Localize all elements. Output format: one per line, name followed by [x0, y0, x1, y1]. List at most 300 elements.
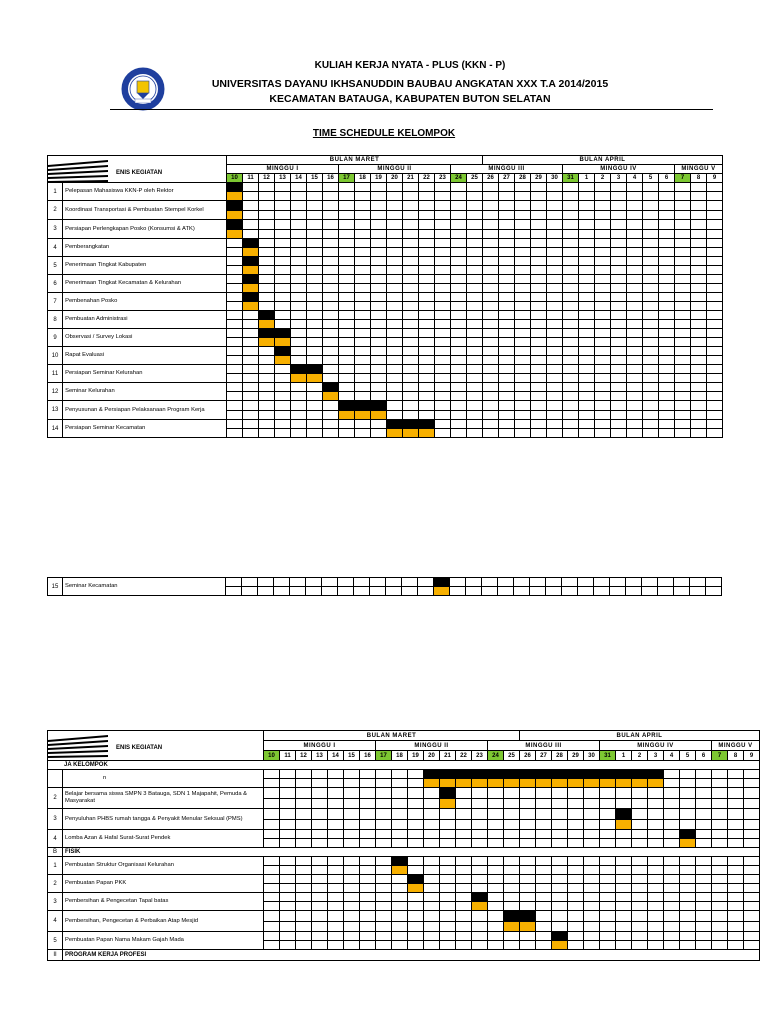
schedule-cell: [371, 302, 387, 311]
schedule-cell: [275, 392, 291, 401]
schedule-cell: [707, 284, 723, 293]
schedule-cell: [568, 902, 584, 911]
schedule-cell: [419, 192, 435, 201]
schedule-cell: [264, 922, 280, 932]
schedule-cell: [312, 893, 328, 902]
schedule-cell: [408, 893, 424, 902]
schedule-cell: [280, 830, 296, 839]
schedule-cell: [376, 799, 392, 809]
schedule-cell: [563, 383, 579, 392]
schedule-cell: [296, 941, 312, 950]
day-header: 1: [579, 174, 595, 183]
schedule-cell: [562, 578, 578, 587]
schedule-cell: [403, 293, 419, 302]
schedule-cell: [707, 401, 723, 411]
day-header: 12: [259, 174, 275, 183]
schedule-cell: [547, 365, 563, 374]
schedule-cell: [552, 902, 568, 911]
day-header: 10: [227, 174, 243, 183]
schedule-cell: [355, 383, 371, 392]
schedule-cell: [371, 383, 387, 392]
schedule-cell: [339, 411, 355, 420]
schedule-cell: [440, 875, 456, 884]
schedule-cell: [690, 578, 706, 587]
schedule-cell: [547, 192, 563, 201]
schedule-cell: [675, 356, 691, 365]
schedule-cell: [552, 799, 568, 809]
schedule-cell: [627, 329, 643, 338]
schedule-cell: [483, 266, 499, 275]
schedule-cell: [499, 401, 515, 411]
day-header: 13: [275, 174, 291, 183]
schedule-cell: [552, 884, 568, 893]
schedule-cell: [472, 830, 488, 839]
schedule-cell: [707, 302, 723, 311]
schedule-cell: [632, 884, 648, 893]
day-header: 3: [611, 174, 627, 183]
week-header: MINGGU III: [451, 165, 563, 174]
schedule-cell: [264, 770, 280, 779]
schedule-cell: [595, 338, 611, 347]
schedule-cell: [552, 830, 568, 839]
schedule-cell: [440, 830, 456, 839]
schedule-cell: [344, 799, 360, 809]
schedule-cell: [323, 293, 339, 302]
schedule-cell: [355, 401, 371, 411]
week-header: MINGGU V: [675, 165, 723, 174]
schedule-cell: [643, 201, 659, 211]
schedule-cell: [440, 799, 456, 809]
schedule-cell: [664, 830, 680, 839]
day-header: 31: [563, 174, 579, 183]
schedule-cell: [675, 183, 691, 192]
schedule-cell: [595, 266, 611, 275]
schedule-cell: [274, 578, 290, 587]
schedule-cell: [648, 809, 664, 820]
schedule-cell: [419, 383, 435, 392]
schedule-cell: [552, 922, 568, 932]
schedule-cell: [387, 329, 403, 338]
schedule-cell: [520, 941, 536, 950]
schedule-cell: [579, 230, 595, 239]
schedule-cell: [258, 587, 274, 596]
schedule-cell: [296, 884, 312, 893]
schedule-cell: [307, 392, 323, 401]
schedule-cell: [328, 932, 344, 941]
schedule-cell: [664, 866, 680, 875]
schedule-cell: [547, 329, 563, 338]
schedule-cell: [360, 779, 376, 788]
schedule-cell: [547, 338, 563, 347]
schedule-cell: [536, 820, 552, 830]
schedule-cell: [344, 932, 360, 941]
schedule-cell: [536, 941, 552, 950]
schedule-cell: [504, 902, 520, 911]
schedule-cell: [659, 302, 675, 311]
schedule-cell: [403, 429, 419, 438]
schedule-cell: [611, 383, 627, 392]
week-header: MINGGU I: [227, 165, 339, 174]
activity-name: Koordinasi Transportasi & Pembuatan Stempel Korkel: [63, 201, 227, 220]
schedule-cell: [307, 239, 323, 248]
schedule-cell: [376, 884, 392, 893]
schedule-cell: [408, 884, 424, 893]
schedule-cell: [648, 820, 664, 830]
schedule-cell: [627, 429, 643, 438]
schedule-cell: [296, 902, 312, 911]
schedule-cell: [712, 932, 728, 941]
schedule-cell: [595, 365, 611, 374]
schedule-cell: [536, 922, 552, 932]
schedule-cell: [435, 284, 451, 293]
day-header: 17: [339, 174, 355, 183]
schedule-cell: [680, 788, 696, 799]
schedule-cell: [611, 392, 627, 401]
schedule-cell: [584, 932, 600, 941]
schedule-cell: [472, 770, 488, 779]
schedule-cell: [243, 230, 259, 239]
schedule-cell: [616, 866, 632, 875]
schedule-cell: [552, 866, 568, 875]
schedule-cell: [563, 201, 579, 211]
schedule-cell: [504, 875, 520, 884]
schedule-cell: [312, 866, 328, 875]
schedule-cell: [563, 275, 579, 284]
schedule-cell: [435, 275, 451, 284]
schedule-cell: [499, 429, 515, 438]
schedule-cell: [626, 578, 642, 587]
schedule-cell: [467, 220, 483, 230]
schedule-cell: [467, 211, 483, 220]
schedule-cell: [440, 884, 456, 893]
schedule-cell: [387, 420, 403, 429]
schedule-cell: [456, 893, 472, 902]
schedule-cell: [568, 941, 584, 950]
schedule-cell: [504, 911, 520, 922]
schedule-cell: [611, 220, 627, 230]
schedule-table: [47, 155, 723, 438]
schedule-cell: [563, 239, 579, 248]
schedule-cell: [371, 211, 387, 220]
schedule-cell: [504, 809, 520, 820]
schedule-cell: [392, 911, 408, 922]
schedule-cell: [307, 230, 323, 239]
schedule-cell: [675, 266, 691, 275]
schedule-cell: [547, 411, 563, 420]
schedule-cell: [584, 941, 600, 950]
schedule-cell: [658, 578, 674, 587]
schedule-cell: [387, 392, 403, 401]
schedule-cell: [728, 820, 744, 830]
schedule-cell: [440, 779, 456, 788]
schedule-cell: [536, 809, 552, 820]
schedule-cell: [344, 902, 360, 911]
schedule-cell: [531, 257, 547, 266]
schedule-cell: [323, 220, 339, 230]
schedule-cell: [280, 893, 296, 902]
schedule-cell: [227, 338, 243, 347]
schedule-cell: [659, 429, 675, 438]
schedule-cell: [563, 220, 579, 230]
schedule-cell: [536, 839, 552, 848]
schedule-cell: [712, 941, 728, 950]
schedule-cell: [584, 809, 600, 820]
schedule-cell: [467, 192, 483, 201]
schedule-cell: [296, 770, 312, 779]
schedule-cell: [467, 338, 483, 347]
activity-name: Penerimaan Tingkat Kabupaten: [63, 257, 227, 275]
schedule-cell: [387, 248, 403, 257]
schedule-cell: [611, 275, 627, 284]
schedule-cell: [483, 257, 499, 266]
schedule-cell: [307, 192, 323, 201]
schedule-cell: [408, 788, 424, 799]
schedule-cell: [659, 257, 675, 266]
schedule-cell: [472, 799, 488, 809]
schedule-cell: [696, 893, 712, 902]
schedule-cell: [467, 411, 483, 420]
activity-number: 4: [48, 830, 63, 848]
schedule-cell: [643, 420, 659, 429]
schedule-cell: [696, 799, 712, 809]
schedule-cell: [515, 183, 531, 192]
schedule-cell: [611, 338, 627, 347]
schedule-cell: [664, 893, 680, 902]
schedule-cell: [504, 779, 520, 788]
schedule-cell: [264, 875, 280, 884]
schedule-cell: [643, 401, 659, 411]
schedule-cell: [659, 311, 675, 320]
schedule-cell: [547, 266, 563, 275]
schedule-cell: [387, 201, 403, 211]
schedule-cell: [371, 284, 387, 293]
schedule-cell: [227, 220, 243, 230]
schedule-cell: [339, 302, 355, 311]
schedule-cell: [488, 932, 504, 941]
schedule-cell: [579, 356, 595, 365]
schedule-cell: [467, 248, 483, 257]
activity-name: Persiapan Seminar Kelurahan: [63, 365, 227, 383]
schedule-cell: [563, 248, 579, 257]
schedule-cell: [515, 257, 531, 266]
schedule-cell: [744, 770, 760, 779]
schedule-cell: [419, 230, 435, 239]
schedule-cell: [552, 875, 568, 884]
schedule-cell: [579, 411, 595, 420]
schedule-cell: [440, 902, 456, 911]
schedule-cell: [632, 788, 648, 799]
schedule-cell: [259, 401, 275, 411]
day-header: 2: [595, 174, 611, 183]
schedule-cell: [520, 788, 536, 799]
schedule-cell: [498, 578, 514, 587]
schedule-cell: [627, 356, 643, 365]
schedule-cell: [744, 788, 760, 799]
schedule-cell: [499, 338, 515, 347]
schedule-cell: [664, 911, 680, 922]
schedule-cell: [387, 257, 403, 266]
schedule-cell: [515, 320, 531, 329]
schedule-cell: [227, 329, 243, 338]
schedule-cell: [403, 392, 419, 401]
day-header: 6: [659, 174, 675, 183]
schedule-cell: [531, 420, 547, 429]
schedule-cell: [547, 392, 563, 401]
schedule-cell: [664, 857, 680, 866]
month-march-header: BULAN MARET: [227, 156, 483, 165]
schedule-cell: [435, 183, 451, 192]
schedule-cell: [616, 839, 632, 848]
schedule-cell: [531, 320, 547, 329]
schedule-cell: [227, 356, 243, 365]
schedule-cell: [611, 302, 627, 311]
schedule-cell: [515, 248, 531, 257]
schedule-cell: [600, 922, 616, 932]
schedule-cell: [499, 420, 515, 429]
schedule-cell: [466, 578, 482, 587]
schedule-cell: [728, 866, 744, 875]
schedule-cell: [472, 839, 488, 848]
schedule-cell: [403, 239, 419, 248]
schedule-cell: [424, 922, 440, 932]
schedule-cell: [227, 201, 243, 211]
schedule-cell: [584, 820, 600, 830]
schedule-cell: [387, 192, 403, 201]
schedule-cell: [419, 411, 435, 420]
schedule-cell: [498, 587, 514, 596]
schedule-cell: [584, 893, 600, 902]
schedule-cell: [243, 284, 259, 293]
schedule-cell: [418, 578, 434, 587]
activity-name: Penyuluhan PHBS rumah tangga & Penyakit Menular Seksual (PMS): [63, 809, 264, 830]
schedule-cell: [243, 401, 259, 411]
day-header: 10: [264, 751, 280, 761]
schedule-cell: [691, 365, 707, 374]
schedule-cell: [483, 338, 499, 347]
schedule-cell: [691, 347, 707, 356]
schedule-cell: [546, 578, 562, 587]
schedule-cell: [280, 911, 296, 922]
schedule-cell: [579, 392, 595, 401]
schedule-cell: [376, 902, 392, 911]
schedule-cell: [515, 365, 531, 374]
schedule-cell: [360, 799, 376, 809]
schedule-cell: [328, 884, 344, 893]
schedule-cell: [403, 266, 419, 275]
schedule-cell: [707, 311, 723, 320]
schedule-cell: [563, 429, 579, 438]
schedule-cell: [467, 429, 483, 438]
schedule-cell: [403, 230, 419, 239]
schedule-cell: [291, 257, 307, 266]
schedule-cell: [680, 799, 696, 809]
schedule-cell: [360, 884, 376, 893]
schedule-cell: [563, 320, 579, 329]
schedule-cell: [227, 302, 243, 311]
schedule-cell: [594, 578, 610, 587]
schedule-cell: [419, 220, 435, 230]
schedule-cell: [339, 230, 355, 239]
schedule-cell: [259, 239, 275, 248]
schedule-cell: [531, 365, 547, 374]
activity-number: 5: [48, 932, 63, 950]
schedule-cell: [339, 266, 355, 275]
schedule-cell: [355, 192, 371, 201]
schedule-cell: [275, 266, 291, 275]
schedule-cell: [568, 875, 584, 884]
schedule-cell: [264, 839, 280, 848]
schedule-cell: [595, 347, 611, 356]
schedule-cell: [563, 311, 579, 320]
schedule-cell: [434, 587, 450, 596]
schedule-cell: [616, 875, 632, 884]
schedule-cell: [419, 275, 435, 284]
schedule-cell: [435, 420, 451, 429]
schedule-cell: [472, 941, 488, 950]
schedule-cell: [403, 383, 419, 392]
schedule-cell: [547, 374, 563, 383]
schedule-cell: [691, 302, 707, 311]
schedule-cell: [531, 401, 547, 411]
schedule-cell: [355, 347, 371, 356]
schedule-cell: [290, 587, 306, 596]
schedule-cell: [355, 302, 371, 311]
schedule-cell: [467, 329, 483, 338]
schedule-cell: [243, 347, 259, 356]
schedule-cell: [306, 587, 322, 596]
schedule-cell: [648, 857, 664, 866]
header-line-2: UNIVERSITAS DAYANU IKHSANUDDIN BAUBAU ANGKATAN XXX T.A 2014/2015: [211, 78, 609, 90]
schedule-cell: [706, 578, 722, 587]
schedule-cell: [328, 839, 344, 848]
schedule-cell: [531, 311, 547, 320]
schedule-cell: [323, 183, 339, 192]
schedule-cell: [227, 320, 243, 329]
schedule-cell: [643, 429, 659, 438]
schedule-cell: [376, 830, 392, 839]
schedule-cell: [371, 401, 387, 411]
schedule-cell: [243, 420, 259, 429]
schedule-cell: [275, 383, 291, 392]
schedule-cell: [323, 356, 339, 365]
schedule-cell: [376, 839, 392, 848]
activity-number: 5: [48, 257, 63, 275]
schedule-cell: [707, 293, 723, 302]
schedule-cell: [600, 779, 616, 788]
schedule-cell: [355, 266, 371, 275]
schedule-cell: [472, 875, 488, 884]
schedule-cell: [419, 338, 435, 347]
schedule-cell: [275, 201, 291, 211]
schedule-cell: [408, 911, 424, 922]
schedule-cell: [243, 311, 259, 320]
schedule-cell: [520, 875, 536, 884]
day-header: 28: [552, 751, 568, 761]
schedule-cell: [435, 230, 451, 239]
activity-number: 3: [48, 809, 63, 830]
jenis-kegiatan-label: ENIS KEGIATAN: [116, 745, 163, 751]
schedule-cell: [691, 429, 707, 438]
schedule-cell: [664, 799, 680, 809]
schedule-cell: [243, 293, 259, 302]
schedule-cell: [371, 239, 387, 248]
schedule-cell: [664, 809, 680, 820]
schedule-cell: [488, 788, 504, 799]
activity-name: Observasi / Survey Lokasi: [63, 329, 227, 347]
schedule-cell: [659, 329, 675, 338]
schedule-cell: [499, 356, 515, 365]
day-header: 7: [712, 751, 728, 761]
